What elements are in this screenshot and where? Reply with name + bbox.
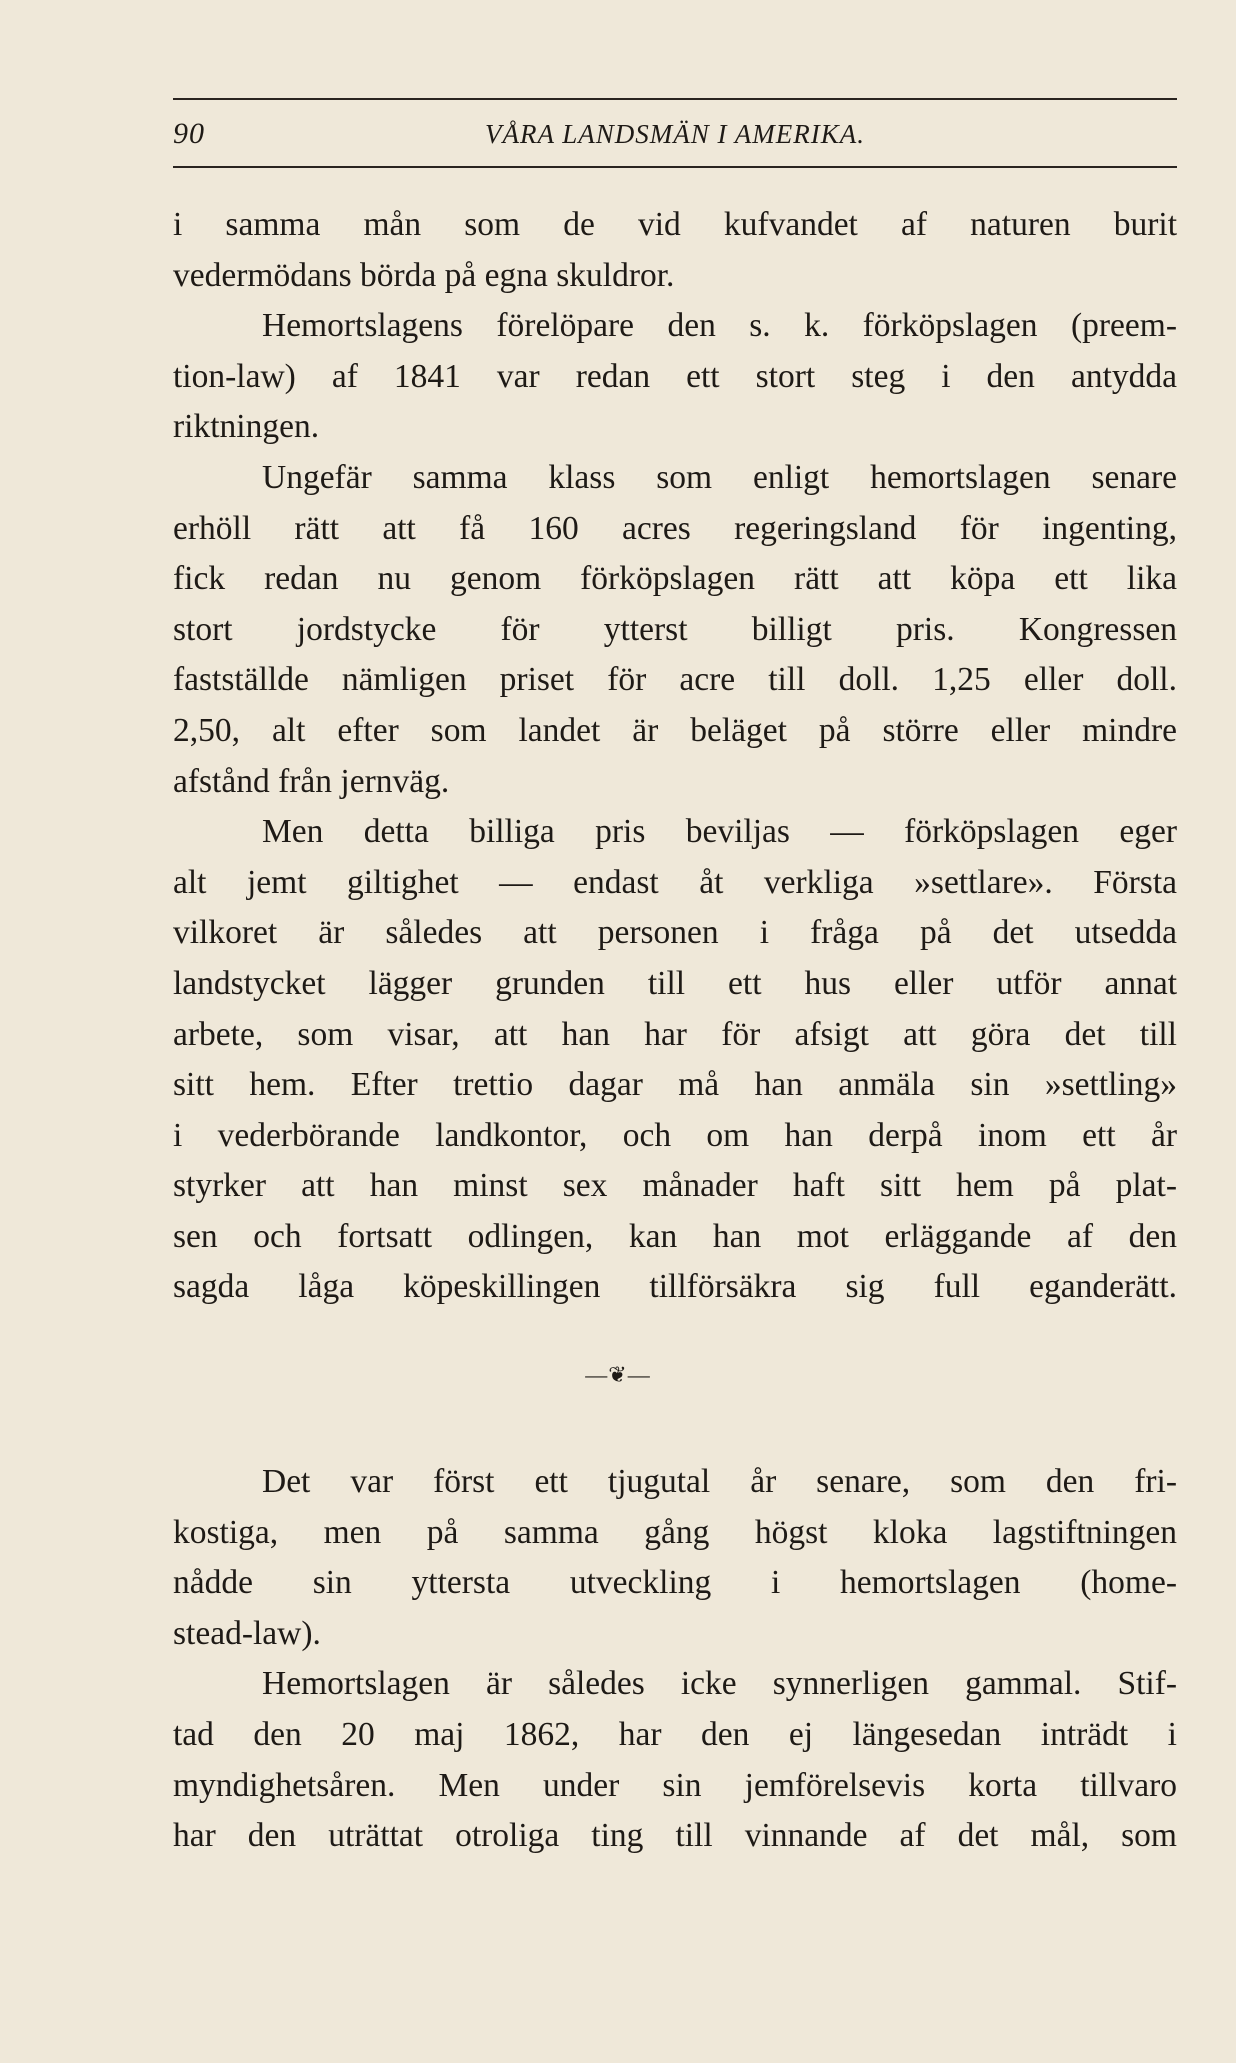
text-line: landstycket lägger grunden till ett hus eller utför annat: [173, 964, 1177, 1002]
text-line: i vederbörande landkontor, och om han derpå inom ett år: [173, 1116, 1177, 1154]
text-line: vilkoret är således att personen i fråga på det utsedda: [173, 914, 1177, 952]
text-line: Hemortslagen är således icke synnerligen gammal. Stif-: [262, 1665, 1177, 1703]
running-header: [173, 112, 1177, 156]
text-line: sitt hem. Efter trettio dagar må han anmäla sin »settling»: [173, 1066, 1177, 1104]
text-line: fastställde nämligen priset för acre till doll. 1,25 eller doll.: [173, 661, 1177, 699]
text-line: afstånd från jernväg.: [173, 762, 450, 800]
text-line: stort jordstycke för ytterst billigt pris. Kongressen: [173, 610, 1177, 648]
text-line: riktningen.: [173, 408, 320, 446]
text-section-1: [173, 200, 1177, 1313]
text-line: nådde sin yttersta utveckling i hemortslagen (home-: [173, 1564, 1177, 1602]
page-number: 90: [173, 117, 205, 150]
section-divider-ornament: —❦—: [585, 1362, 651, 1387]
text-line: alt jemt giltighet — endast åt verkliga »settlare». Första: [173, 863, 1177, 901]
text-line: tad den 20 maj 1862, har den ej längesedan inträdt i: [173, 1715, 1177, 1753]
text-line: myndighetsåren. Men under sin jemförelsevis korta tillvaro: [173, 1766, 1177, 1804]
text-line: arbete, som visar, att han har för afsigt att göra det till: [173, 1015, 1177, 1053]
text-line: sen och fortsatt odlingen, kan han mot erläggande af den: [173, 1217, 1177, 1255]
text-line: tion-law) af 1841 var redan ett stort steg i den antydda: [173, 357, 1177, 395]
text-section-2: [173, 1457, 1177, 1862]
text-line: Ungefär samma klass som enligt hemortslagen senare: [262, 458, 1177, 496]
header-rule-bottom: [173, 166, 1177, 168]
text-line: Hemortslagens förelöpare den s. k. förköpslagen (preem-: [262, 307, 1177, 345]
running-title: VÅRA LANDSMÄN I AMERIKA.: [485, 119, 865, 149]
text-line: Det var först ett tjugutal år senare, som den fri-: [262, 1463, 1177, 1500]
text-line: sagda låga köpeskillingen tillförsäkra sig full eganderätt.: [173, 1268, 1177, 1306]
text-line: har den uträttat otroliga ting till vinnande af det mål, som: [173, 1817, 1177, 1855]
text-line: erhöll rätt att få 160 acres regeringsland för ingenting,: [173, 509, 1177, 547]
header-rule-top: [173, 98, 1177, 100]
text-line: styrker att han minst sex månader haft sitt hem på plat-: [173, 1167, 1177, 1205]
text-line: Men detta billiga pris beviljas — förköpslagen eger: [262, 813, 1177, 851]
text-line: 2,50, alt efter som landet är beläget på större eller mindre: [173, 711, 1177, 749]
text-line: kostiga, men på samma gång högst kloka lagstiftningen: [173, 1513, 1177, 1551]
text-line: vedermödans börda på egna skuldror.: [173, 256, 675, 294]
text-line: stead-law).: [173, 1614, 321, 1652]
text-line: fick redan nu genom förköpslagen rätt att köpa ett lika: [173, 560, 1177, 598]
text-line: i samma mån som de vid kufvandet af naturen burit: [173, 206, 1177, 243]
